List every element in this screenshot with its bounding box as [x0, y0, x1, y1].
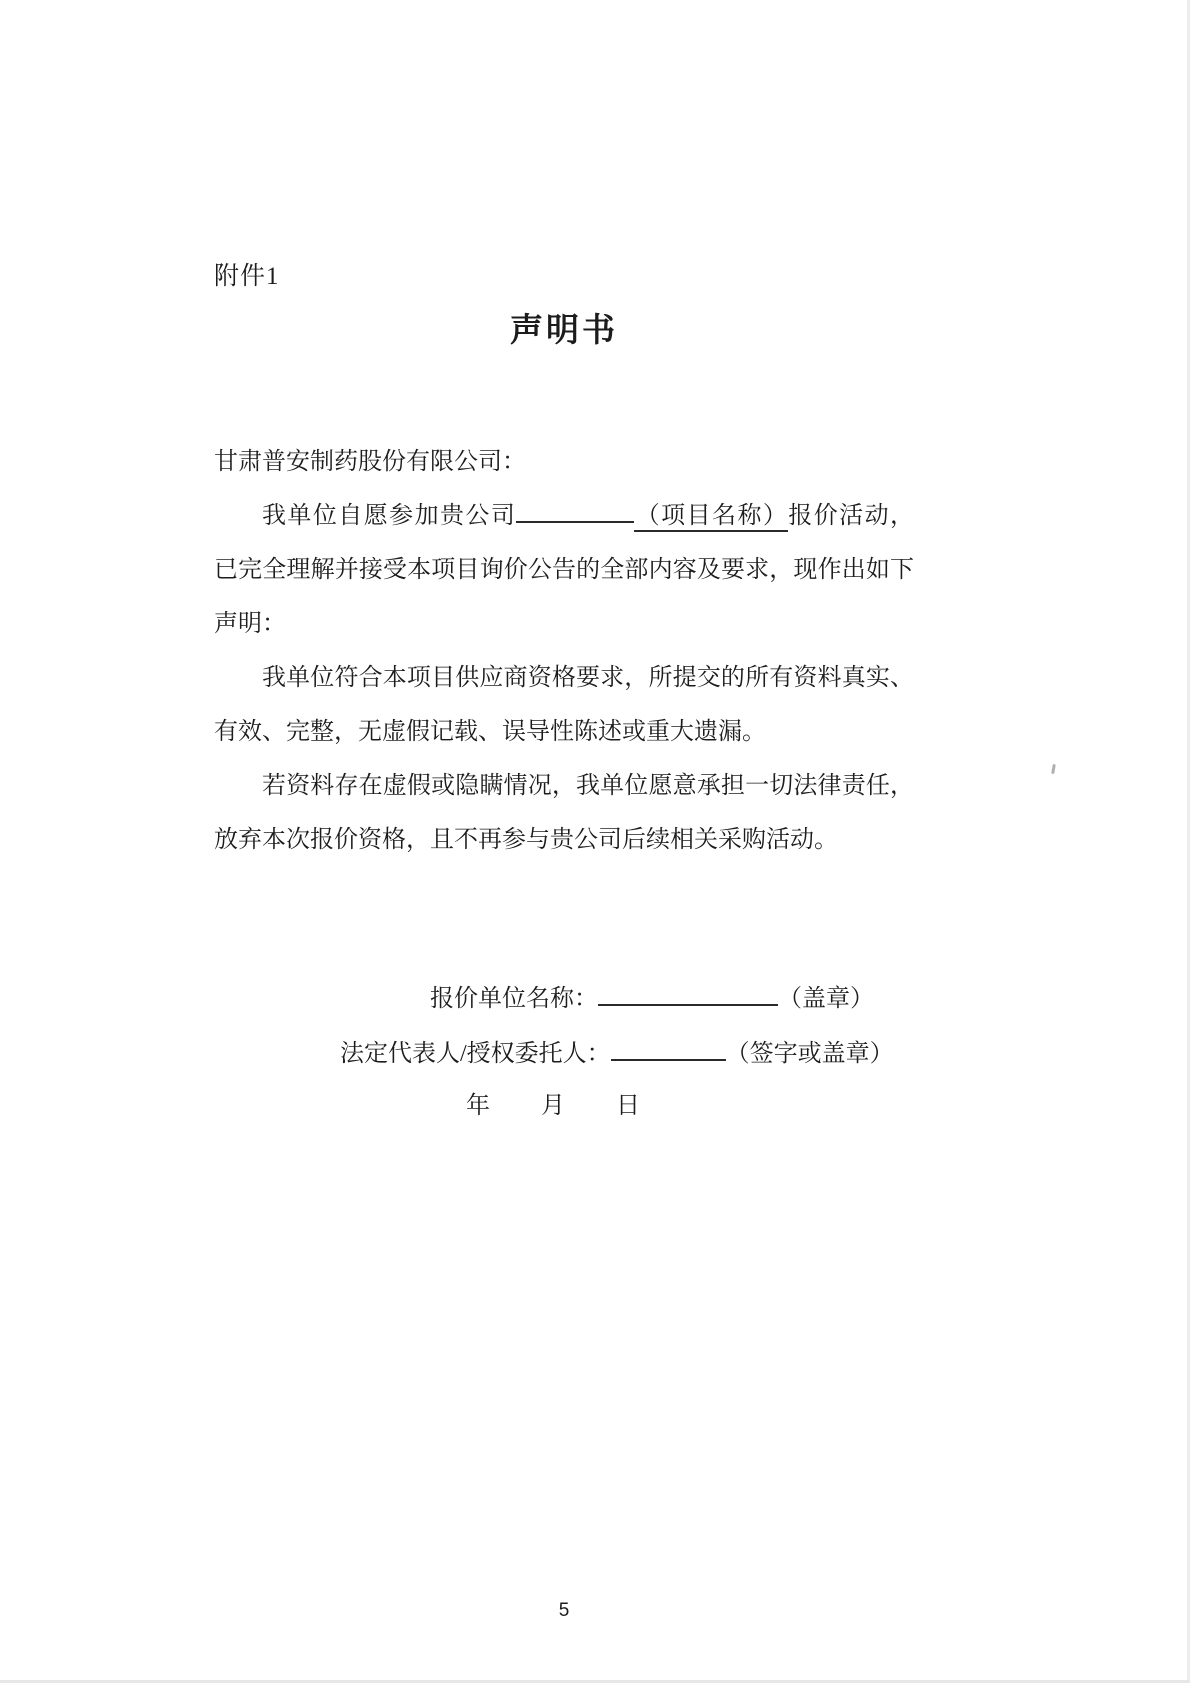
attachment-label: 附件1 — [214, 263, 280, 290]
representative-seal-note: （签字或盖章） — [725, 1041, 894, 1067]
paragraph1-pre-text: 我单位自愿参加贵公司 — [262, 503, 517, 529]
paragraph3-line1: 若资料存在虚假或隐瞒情况，我单位愿意承担一切法律责任， — [262, 773, 914, 799]
representative-label: 法定代表人/授权委托人： — [340, 1041, 611, 1067]
paragraph2-line2: 有效、完整，无虚假记载、误导性陈述或重大遗漏。 — [214, 719, 766, 745]
representative-blank-underline — [611, 1035, 726, 1061]
document-body — [214, 435, 914, 867]
project-name-blank-underline — [516, 497, 634, 523]
signature-date-line: 年 月 日 — [466, 1093, 641, 1119]
paragraph2-line1: 我单位符合本项目供应商资格要求，所提交的所有资料真实、 — [262, 665, 914, 691]
scan-artifact-mark — [1051, 764, 1056, 774]
company-seal-note: （盖章） — [778, 986, 874, 1012]
paragraph1-post-text: 报价活动， — [788, 503, 915, 529]
salutation-line: 甘肃普安制药股份有限公司： — [214, 449, 526, 475]
project-name-placeholder: （项目名称） — [634, 503, 788, 532]
company-name-label: 报价单位名称： — [430, 986, 598, 1012]
signature-company-line — [430, 980, 874, 1015]
page-number: 5 — [558, 1600, 570, 1621]
paragraph3-line2: 放弃本次报价资格，且不再参与贵公司后续相关采购活动。 — [214, 827, 838, 853]
paragraph1-line2: 已完全理解并接受本项目询价公告的全部内容及要求，现作出如下 — [214, 557, 914, 583]
document-title: 声明书 — [510, 313, 618, 349]
signature-representative-line — [340, 1035, 894, 1070]
company-name-blank-underline — [598, 980, 778, 1006]
paragraph1-line3: 声明： — [214, 611, 286, 637]
paragraph1-line1 — [214, 489, 914, 543]
